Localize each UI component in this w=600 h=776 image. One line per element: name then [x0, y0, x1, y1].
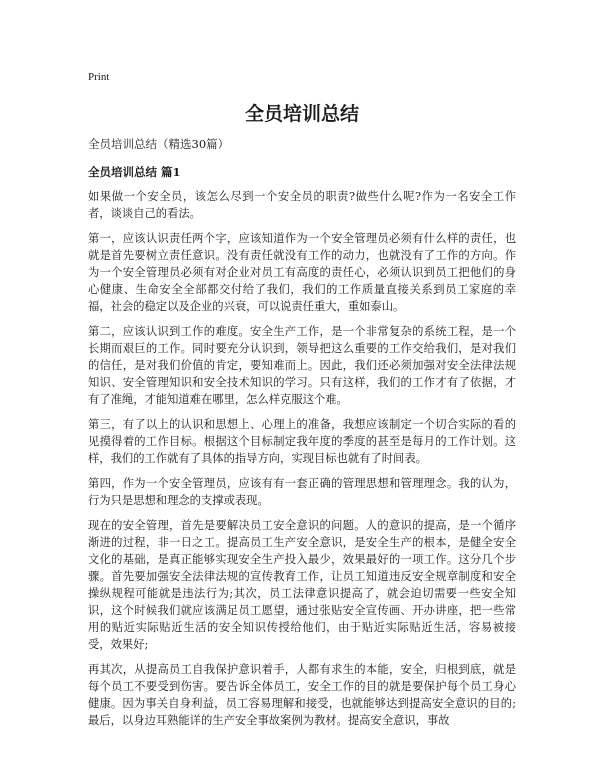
paragraph-self-protection: 再其次，从提高员工自我保护意识着手，人都有求生的本能，安全，归根到底，就是每个员工不要受到伤害。要告诉全体员工，安全工作的目的就是要保护每个员工身心健康。因为事关自身利益，员工容易理解和接受，也就能够达到提高安全意识的目的;最后，以身边耳熟能详的生产安全事故案例为教材。提高安全意识，事故: [88, 663, 516, 727]
paragraph-safety-management: 现在的安全管理，首先是要解决员工安全意识的问题。人的意识的提高，是一个循序渐进的过程，非一日之工。提高员工生产安全意识，是安全生产的根本，是健全安全文化的基础，是真正能够实现安全生产投入最少，效果最好的一项工作。这分几个步骤。首先要加强安全法律法规的宣传教育工作，让员工知道违反安全规章制度和安全操纵规程可能就是违法行为;其次，员工法律意识提高了，就会迫切需要一些安全知识，这个时候我们就应该满足员工愿望，通过张贴安全宣传画、开办讲座，把一些常用的贴近实际贴近生活的安全知识传授给他们，由于贴近实际贴近生活，容易被接受，效果好;: [88, 519, 516, 651]
paragraph-intro: 如果做一个安全员，该怎么尽到一个安全员的职责?做些什么呢?作为一名安全工作者，谈谈自己的看法。: [88, 190, 516, 220]
document-subtitle: 全员培训总结（精选30篇）: [88, 137, 230, 151]
print-label: Print: [88, 71, 110, 83]
paragraph-second: 第二，应该认识到工作的难度。安全生产工作，是一个非常复杂的系统工程，是一个长期而艰巨的工作。同时要充分认识到，领导把这么重要的工作交给我们，是对我们的信任，是对我们价值的肯定，要知难而上。因此，我们还必须加强对安全法律法规知识、安全管理知识和安全技术知识的学习。只有这样，我们的工作才有了依据，才有了准绳，才能知道难在哪里，怎么样克服这个难。: [88, 325, 516, 406]
document-page: [88, 70, 516, 737]
paragraph-first: 第一，应该认识责任两个字，应该知道作为一个安全管理员必须有什么样的责任，也就是首先要树立责任意识。没有责任就没有工作的动力，也就没有了工作的方向。作为一个安全管理员必须有对企业对员工有高度的责任心，必须认识到员工把他们的身心健康、生命安全全部都交付给了我们，我们的工作质量直接关系到员工家庭的幸福，社会的稳定以及企业的兴衰，可以说责任重大，重如泰山。: [88, 232, 516, 313]
paragraph-fourth: 第四，作为一个安全管理员，应该有有一套正确的管理思想和管理理念。我的认为，行为只是思想和理念的支撑或表现。: [88, 477, 516, 507]
document-title: 全员培训总结: [244, 103, 359, 125]
section-heading: 全员培训总结 篇1: [88, 165, 181, 179]
paragraph-third: 第三，有了以上的认识和思想上、心理上的准备，我想应该制定一个切合实际的看的见摸得着的工作目标。根据这个目标制定我年度的季度的甚至是每月的工作计划。这样，我们的工作就有了具体的指导方向，实现目标也就有了时间表。: [88, 418, 516, 465]
